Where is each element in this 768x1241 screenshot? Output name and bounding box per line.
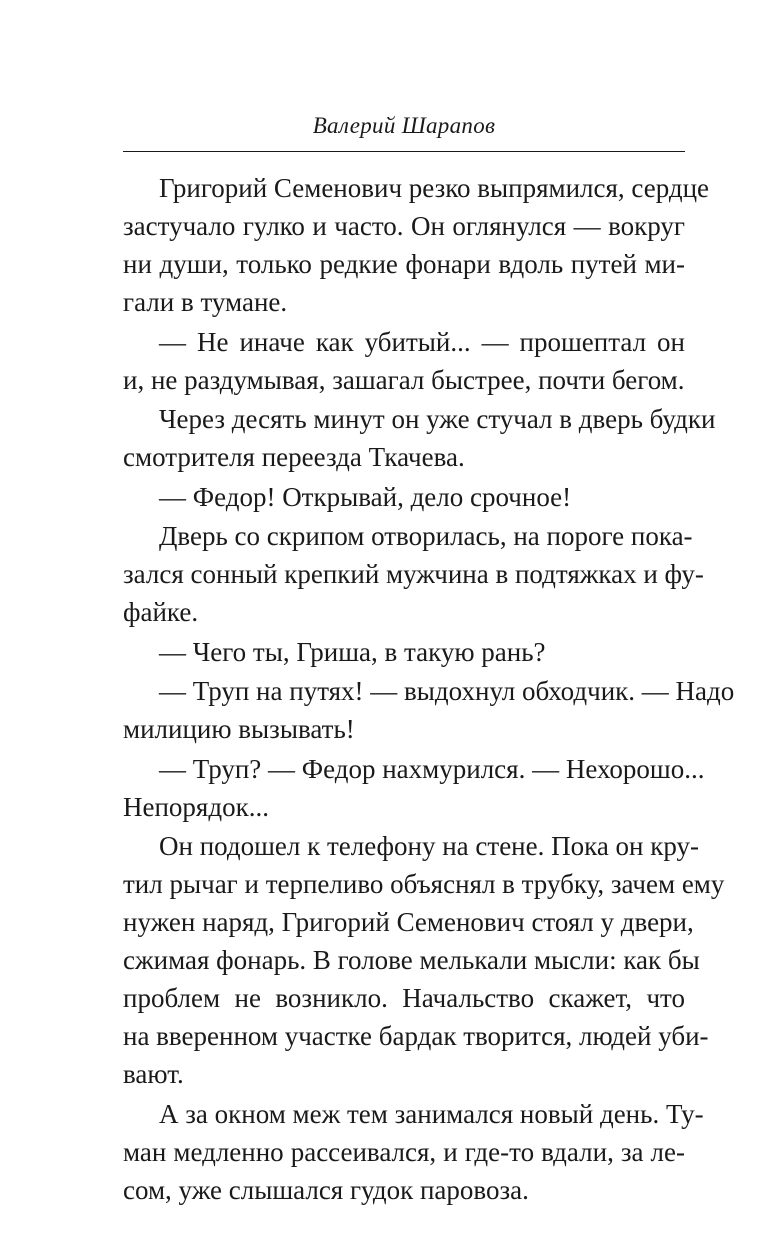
text-line: смотрителя переезда Ткачева. <box>123 442 465 472</box>
paragraph-first-line: Дверь со скрипом отворилась, на пороге пока- <box>159 521 693 551</box>
text-line: зался сонный крепкий мужчина в подтяжках и фу- <box>123 559 704 589</box>
text-line: вают. <box>123 1059 184 1089</box>
paragraph-first-line: Через десять минут он уже стучал в дверь будки <box>159 404 716 434</box>
paragraph-first-line: — Труп? — Федор нахмурился. — Нехорошо... <box>159 753 705 784</box>
text-line: и, не раздумывая, зашагал быстрее, почти бегом. <box>123 364 685 395</box>
text-line: на вверенном участке бардак творится, людей уби- <box>123 1021 709 1051</box>
running-head-author: Валерий Шарапов <box>312 113 496 138</box>
text-line: застучало гулко и часто. Он оглянулся — вокруг <box>123 211 685 241</box>
page-text <box>123 169 735 1209</box>
paragraph-first-line: — Федор! Открывай, дело срочное! <box>159 481 572 512</box>
text-line: ман медленно рассеивался, и где-то вдали, за ле- <box>123 1136 685 1167</box>
paragraph-first-line: Он подошел к телефону на стене. Пока он кру- <box>159 831 700 861</box>
text-line: сжимая фонарь. В голове мелькали мысли: как бы <box>123 945 700 975</box>
text-line: файке. <box>123 597 199 627</box>
text-line: ни души, только редкие фонари вдоль путей ми- <box>123 249 685 279</box>
text-line: нужен наряд, Григорий Семенович стоял у двери, <box>123 907 694 937</box>
text-line: Непорядок... <box>123 791 269 822</box>
text-line: проблем не возникло. Начальство скажет, что <box>123 983 685 1013</box>
paragraph-first-line: — Чего ты, Гриша, в такую рань? <box>159 636 546 667</box>
text-line: сом, уже слышался гудок паровоза. <box>123 1174 529 1205</box>
text-line: милицию вызывать! <box>123 714 355 744</box>
paragraph-first-line: А за окном меж тем занимался новый день. Ту- <box>159 1098 704 1129</box>
paragraph-first-line: — Не иначе как убитый... — прошептал он <box>159 326 685 357</box>
paragraph-first-line: Григорий Семенович резко выпрямился, сердце <box>159 173 710 203</box>
text-line: гали в тумане. <box>123 287 288 317</box>
text-line: тил рычаг и терпеливо объяснял в трубку, зачем ему <box>123 869 725 899</box>
paragraph-first-line: — Труп на путях! — выдохнул обходчик. — Надо <box>159 676 735 706</box>
header-rule <box>123 151 685 152</box>
